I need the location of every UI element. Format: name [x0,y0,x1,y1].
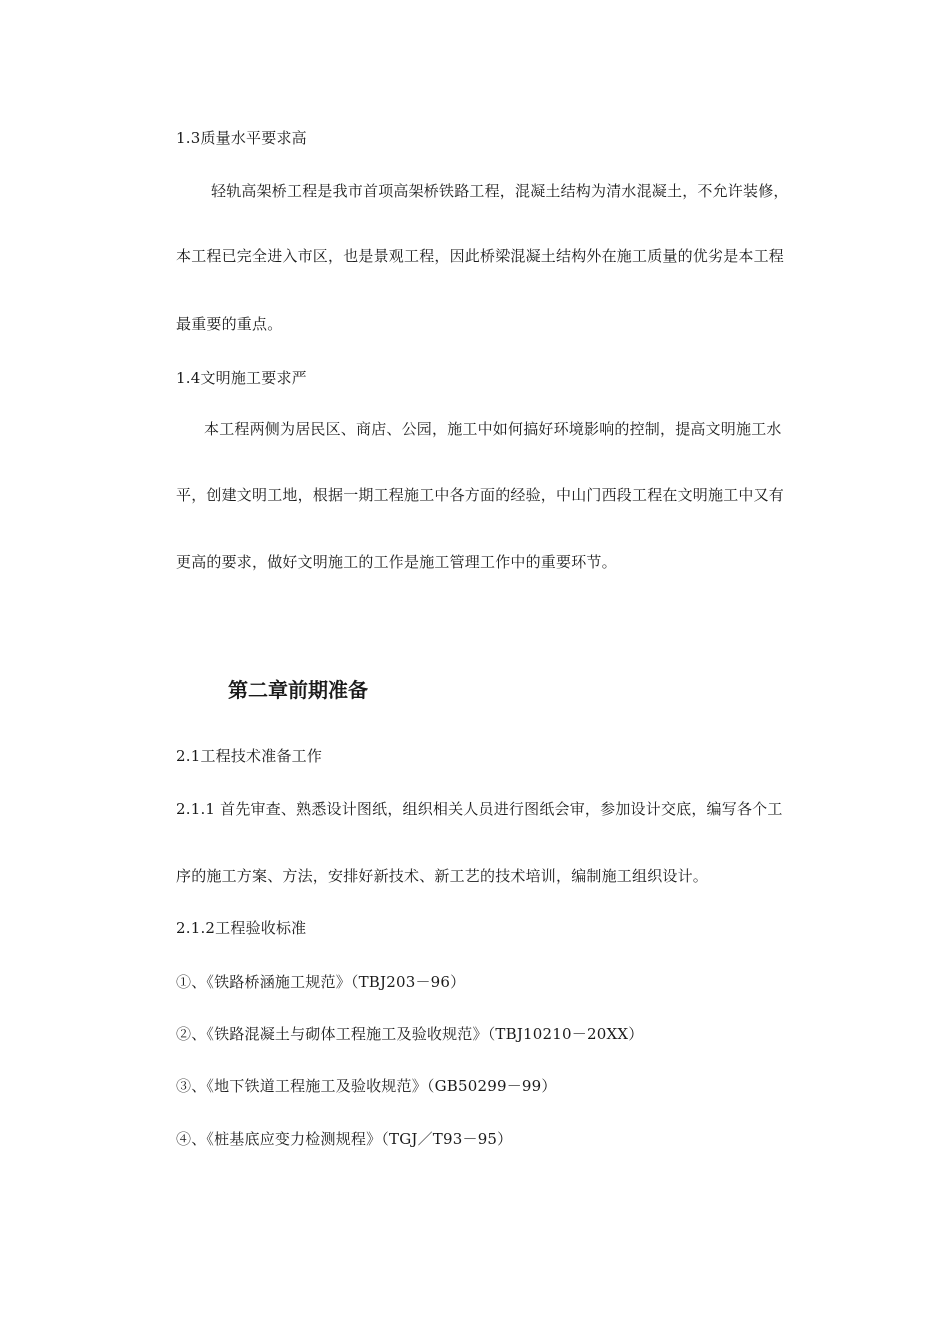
paragraph-line: 最重要的重点。 [176,315,283,333]
standard-list-item: ④、《桩基底应变力检测规程》（TGJ／T93－95） [176,1130,513,1148]
subsection-heading-2-1-2: 2.1.2工程验收标准 [176,919,307,937]
paragraph-line: 2.1.1 首先审查、熟悉设计图纸，组织相关人员进行图纸会审，参加设计交底，编写各个工 [176,800,783,818]
paragraph-line: 轻轨高架桥工程是我市首项高架桥铁路工程，混凝土结构为清水混凝土，不允许装修， [211,182,789,200]
paragraph-line: 本工程已完全进入市区，也是景观工程，因此桥梁混凝土结构外在施工质量的优劣是本工程 [176,247,785,265]
paragraph-line: 本工程两侧为居民区、商店、公园，施工中如何搞好环境影响的控制，提高文明施工水 [204,420,782,438]
paragraph-line: 更高的要求，做好文明施工的工作是施工管理工作中的重要环节。 [176,553,617,571]
section-heading-1-4: 1.4文明施工要求严 [176,369,307,387]
standard-list-item: ②、《铁路混凝土与砌体工程施工及验收规范》（TBJ10210－20XX） [176,1025,644,1043]
section-heading-1-3: 1.3质量水平要求高 [176,129,307,147]
section-heading-2-1: 2.1工程技术准备工作 [176,747,323,765]
paragraph-line: 序的施工方案、方法，安排好新技术、新工艺的技术培训，编制施工组织设计。 [176,867,709,885]
standard-list-item: ①、《铁路桥涵施工规范》（TBJ203－96） [176,973,466,991]
paragraph-line: 平，创建文明工地，根据一期工程施工中各方面的经验，中山门西段工程在文明施工中又有 [176,486,785,504]
standard-list-item: ③、《地下铁道工程施工及验收规范》（GB50299－99） [176,1077,557,1095]
chapter-title: 第二章前期准备 [228,678,368,702]
